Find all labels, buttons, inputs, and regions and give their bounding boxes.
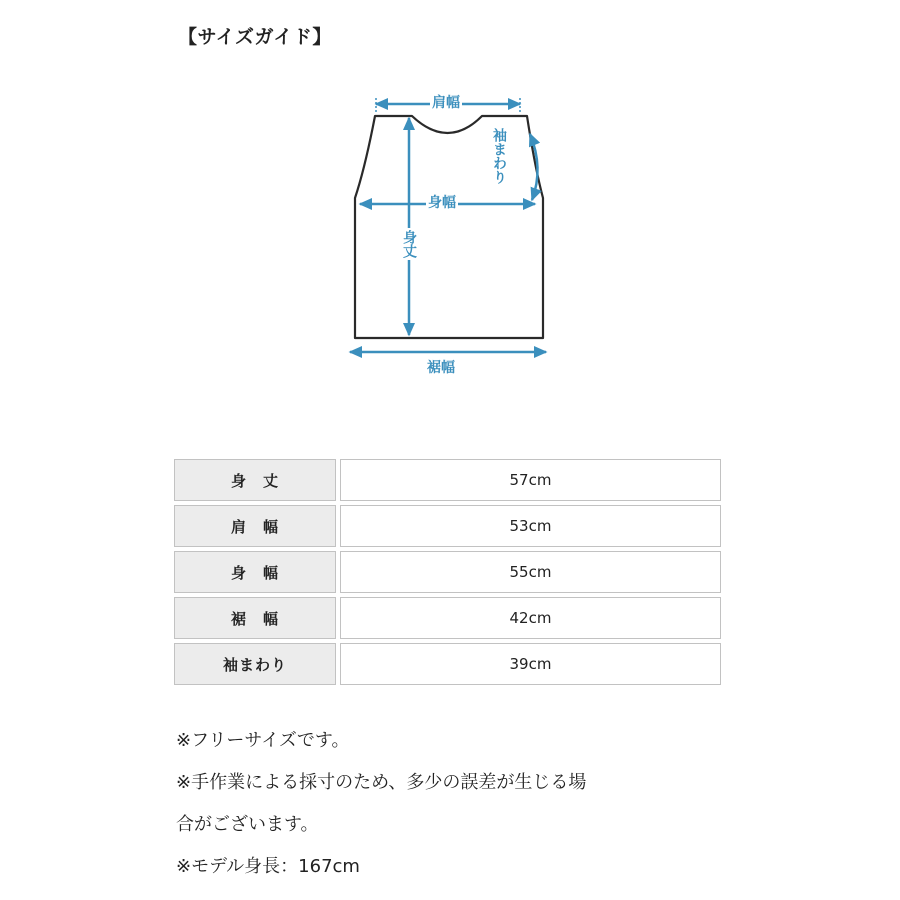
size-table — [174, 455, 721, 689]
row-value: 55cm — [340, 551, 721, 593]
row-value: 57cm — [340, 459, 721, 501]
table-row — [174, 459, 721, 501]
note-line: ※フリーサイズです。 — [176, 730, 350, 751]
row-value: 39cm — [340, 643, 721, 685]
table-row — [174, 551, 721, 593]
garment-diagram — [330, 88, 560, 388]
row-label: 肩 幅 — [174, 505, 336, 547]
row-label: 身 幅 — [174, 551, 336, 593]
length-label: 身丈 — [401, 230, 417, 258]
notes — [176, 720, 736, 888]
row-label: 裾 幅 — [174, 597, 336, 639]
row-value: 42cm — [340, 597, 721, 639]
table-row — [174, 597, 721, 639]
shoulder-label: 肩幅 — [432, 95, 460, 111]
hem-label: 裾幅 — [427, 360, 455, 376]
armhole-label: 袖まわり — [491, 128, 507, 184]
note-line: ※手作業による採寸のため、多少の誤差が生じる場 — [176, 772, 587, 793]
table-row — [174, 505, 721, 547]
row-label: 身 丈 — [174, 459, 336, 501]
chest-label: 身幅 — [428, 195, 456, 211]
table-row — [174, 643, 721, 685]
note-line: ※モデル身長：167cm — [176, 856, 360, 877]
note-line: 合がございます。 — [176, 814, 319, 835]
garment-body-outline — [355, 116, 543, 338]
row-value: 53cm — [340, 505, 721, 547]
row-label: 袖まわり — [174, 643, 336, 685]
size-guide-title: 【サイズガイド】 — [178, 26, 332, 48]
garment-outline — [330, 88, 560, 388]
